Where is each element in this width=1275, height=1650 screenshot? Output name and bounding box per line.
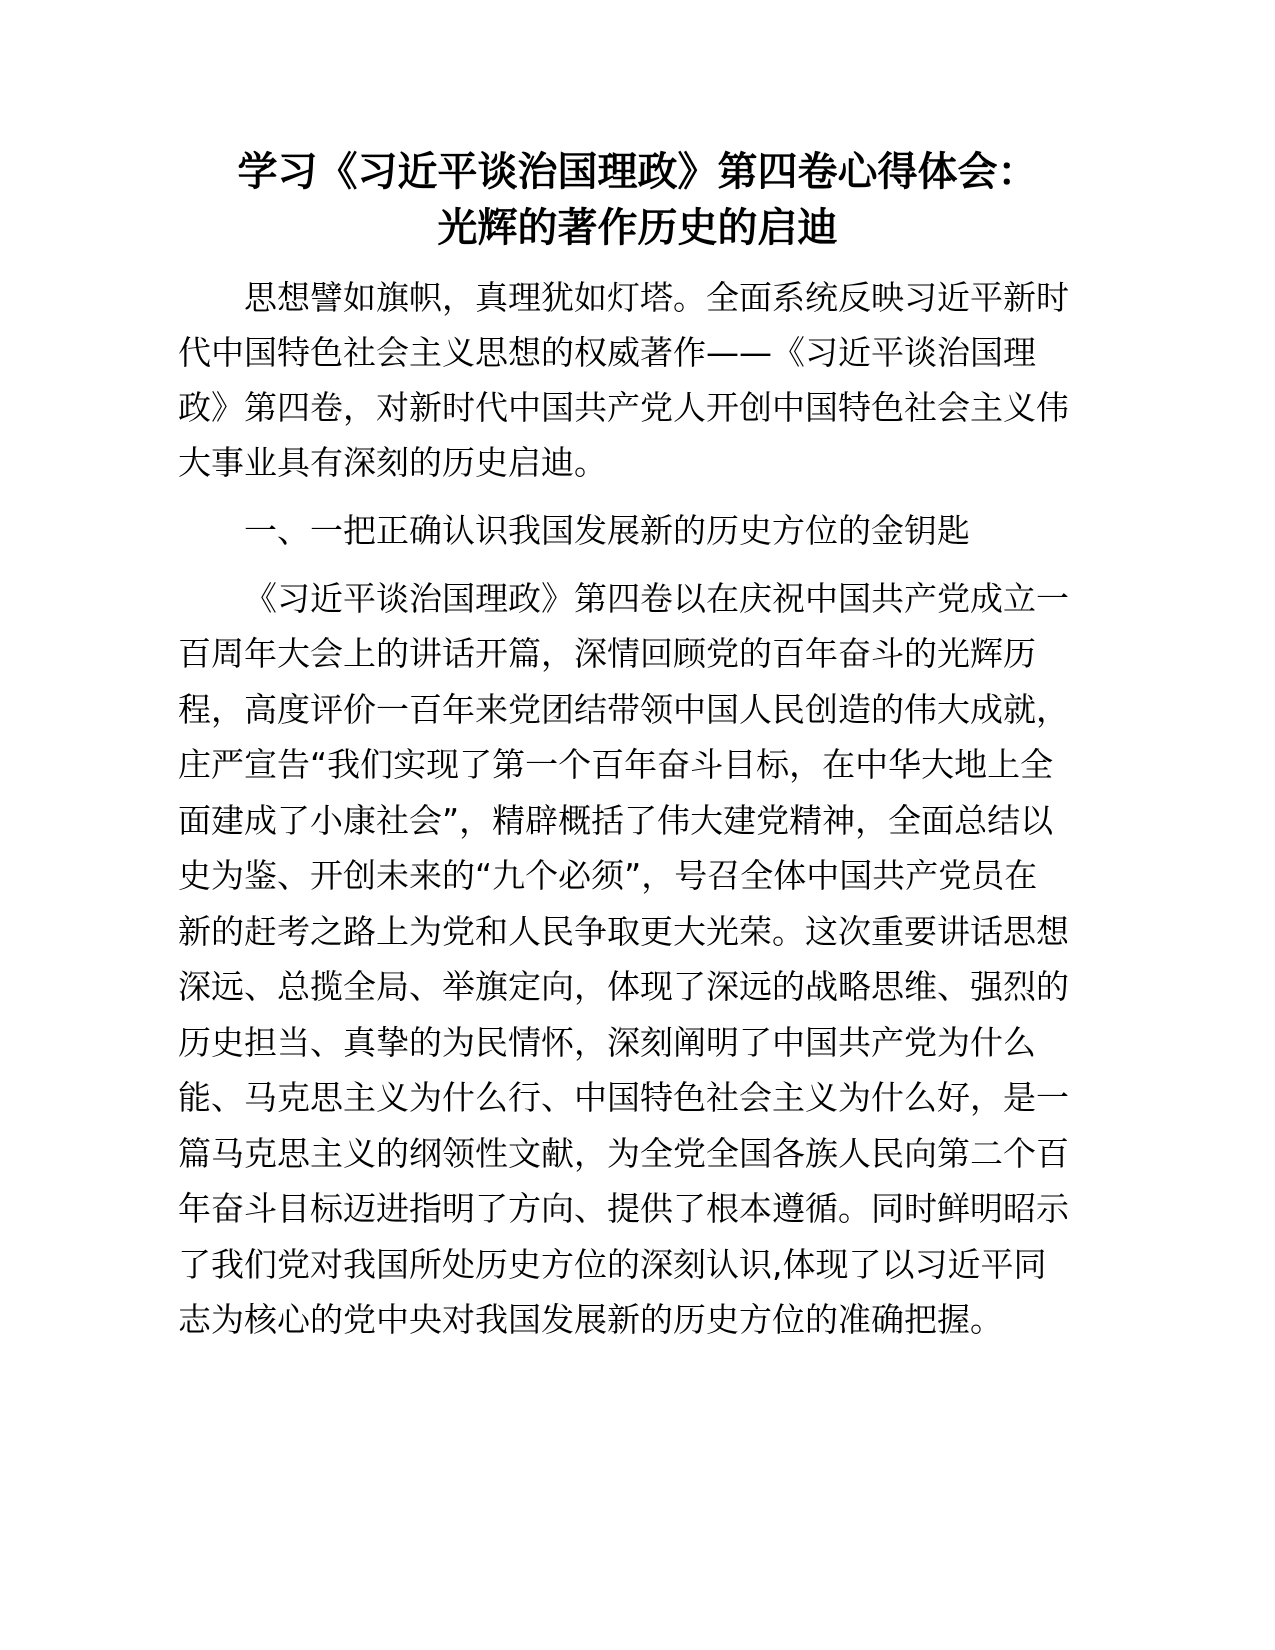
paragraph-line: 《习近平谈治国理政》第四卷以在庆祝中国共产党成立一 — [244, 579, 1069, 618]
paragraph-line: 年奋斗目标迈进指明了方向、提供了根本遵循。同时鲜明昭示 — [178, 1189, 1069, 1228]
paragraph-line: 庄严宣告“我们实现了第一个百年奋斗目标，在中华大地上全 — [178, 745, 1054, 784]
paragraph-line: 大事业具有深刻的历史启迪。 — [178, 443, 607, 482]
paragraph-line: 百周年大会上的讲话开篇，深情回顾党的百年奋斗的光辉历 — [178, 634, 1036, 673]
paragraph-line: 新的赶考之路上为党和人民争取更大光荣。这次重要讲话思想 — [178, 912, 1069, 951]
document-title-line-2: 光辉的著作历史的启迪 — [437, 205, 838, 251]
paragraph-line: 程，高度评价一百年来党团结带领中国人民创造的伟大成就， — [178, 690, 1069, 729]
paragraph-line: 能、马克思主义为什么行、中国特色社会主义为什么好，是一 — [178, 1078, 1069, 1117]
paragraph-line: 篇马克思主义的纲领性文献，为全党全国各族人民向第二个百 — [178, 1134, 1069, 1173]
paragraph-line: 代中国特色社会主义思想的权威著作——《习近平谈治国理 — [178, 333, 1036, 372]
paragraph-line: 政》第四卷，对新时代中国共产党人开创中国特色社会主义伟 — [178, 388, 1069, 427]
paragraph-line: 思想譬如旗帜，真理犹如灯塔。全面系统反映习近平新时 — [244, 278, 1069, 317]
paragraph-line: 了我们党对我国所处历史方位的深刻认识,体现了以习近平同 — [178, 1245, 1047, 1284]
section-heading: 一、一把正确认识我国发展新的历史方位的金钥匙 — [244, 511, 970, 550]
paragraph-line: 面建成了小康社会”，精辟概括了伟大建党精神，全面总结以 — [178, 801, 1054, 840]
paragraph-line: 深远、总揽全局、举旗定向，体现了深远的战略思维、强烈的 — [178, 967, 1069, 1006]
paragraph-line: 史为鉴、开创未来的“九个必须”，号召全体中国共产党员在 — [178, 856, 1038, 895]
paragraph-line: 志为核心的党中央对我国发展新的历史方位的准确把握。 — [178, 1300, 1003, 1339]
paragraph-line: 历史担当、真挚的为民情怀，深刻阐明了中国共产党为什么 — [178, 1023, 1036, 1062]
document-title-line-1: 学习《习近平谈治国理政》第四卷心得体会： — [237, 149, 1038, 195]
